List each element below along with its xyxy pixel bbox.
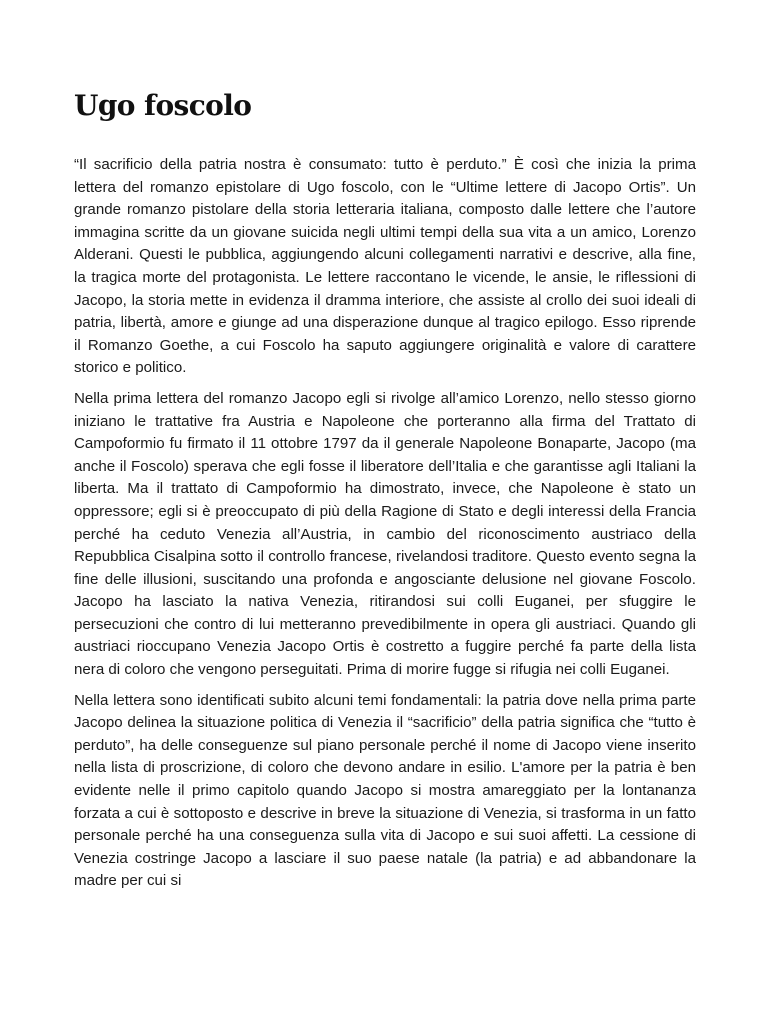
paragraph-2: Nella prima lettera del romanzo Jacopo egli si rivolge all’amico Lorenzo, nello stesso giorno iniziano le trattative fra Austria e Napoleone che porteranno alla firma del Trattato di Campoformio fu firmato il 11 ottobre 1797 da il generale Napoleone Bonaparte, Jacopo (ma anche il Foscolo) sperava che egli fosse il liberatore dell’Italia e che garantisse agli Italiani la liberta. Ma il trattato di Campoformio ha dimostrato, invece, che Napoleone è stato un oppressore; egli si è preoccupato di più della Ragione di Stato e degli interessi della Francia perché ha ceduto Venezia all’Austria, in cambio del riconoscimento austriaco della Repubblica Cisalpina sotto il controllo francese, rivelandosi traditore. Questo evento segna la fine delle illusioni, suscitando una profonda e angosciante delusione nel giovane Foscolo. Jacopo ha lasciato la nativa Venezia, ritirandosi sui colli Euganei, per sfuggire le persecuzioni che contro di lui metteranno prevedibilmente in opera gli austriaci. Quando gli austriaci rioccupano Venezia Jacopo Ortis è costretto a fuggire perché fa parte della lista nera di coloro che vengono perseguitati. Prima di morire fugge si rifugia nei colli Euganei. — [74, 389, 696, 679]
document-page — [74, 86, 696, 901]
paragraph-3: Nella lettera sono identificati subito alcuni temi fondamentali: la patria dove nella prima parte Jacopo delinea la situazione politica di Venezia il “sacrificio” della patria significa che “tutto è perduto”, ha delle conseguenze sul piano personale perché il nome di Jacopo viene inserito nella lista di proscrizione, di coloro che devono andare in esilio. L'amore per la patria è ben evidente nelle il primo capitolo quando Jacopo si mostra amareggiato per la lontananza forzata a cui è sottoposto e descrive in breve la situazione di Venezia, si trasforma in un fatto personale perché ha una conseguenza sulla vita di Jacopo e sui suoi affetti. La cessione di Venezia costringe Jacopo a lasciare il suo paese natale (la patria) e ad abbandonare la madre per cui si — [74, 691, 696, 890]
page-title: Ugo foscolo — [74, 89, 252, 122]
paragraph-1: “Il sacrificio della patria nostra è consumato: tutto è perduto.” È così che inizia la prima lettera del romanzo epistolare di Ugo foscolo, con le “Ultime lettere di Jacopo Ortis”. Un grande romanzo pistolare della storia letteraria italiana, composto dalle lettere che l’autore immagina scritte da un giovane suicida negli ultimi tempi della sua vita a un amico, Lorenzo Alderani. Questi le pubblica, aggiungendo alcuni collegamenti narrativi e descrive, alla fine, la tragica morte del protagonista. Le lettere raccontano le vicende, le ansie, le riflessioni di Jacopo, la storia mette in evidenza il dramma interiore, che assiste al crollo dei suoi ideali di patria, libertà, amore e giunge ad una disperazione dunque al tragico epilogo. Esso riprende il Romanzo Goethe, a cui Foscolo ha saputo aggiungere originalità e valore di carattere storico e politico. — [74, 156, 696, 377]
